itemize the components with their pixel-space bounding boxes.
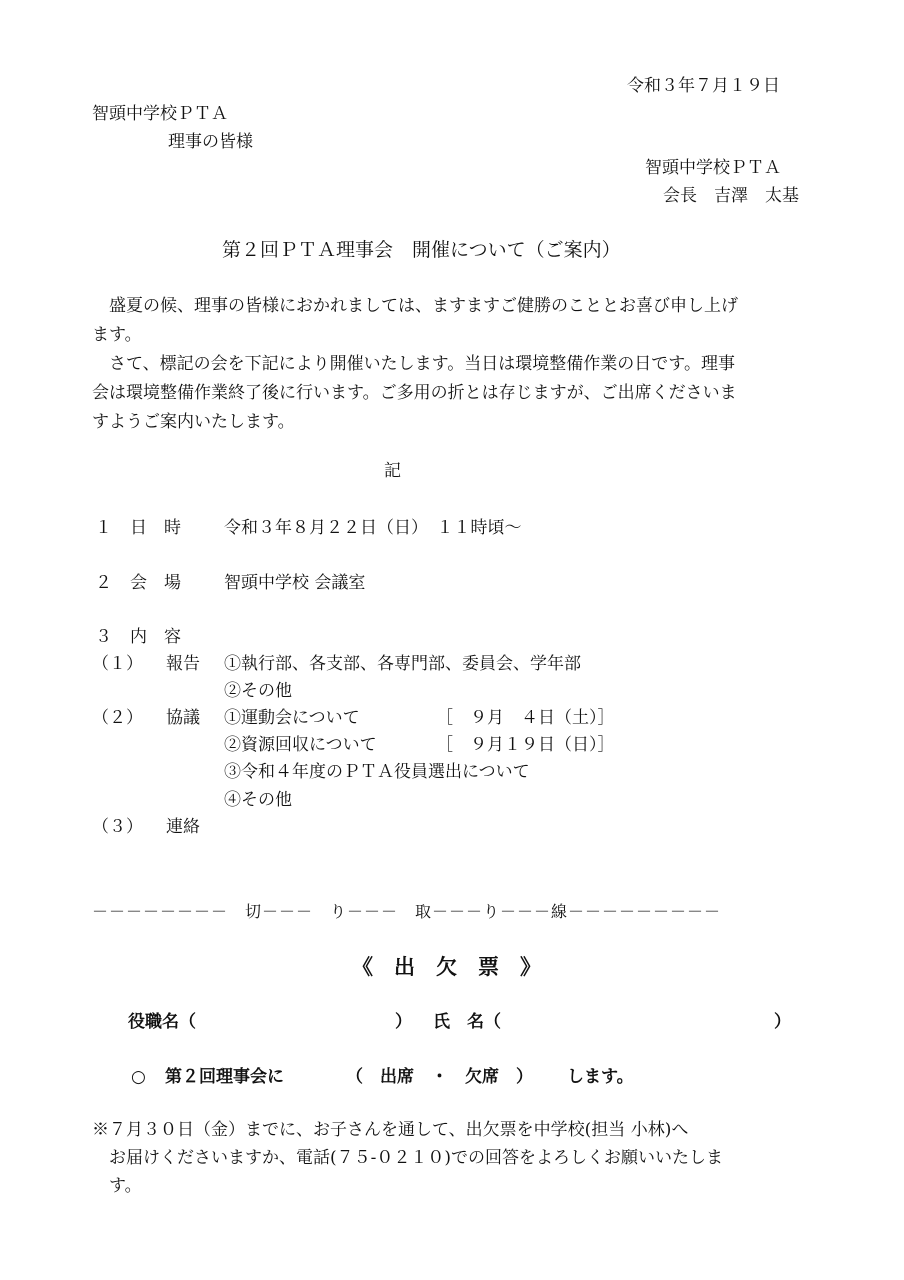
agenda-2-num: （２） [92, 708, 143, 728]
attend-text: 第２回理事会に [165, 1067, 284, 1087]
document-date: 令和３年７月１９日 [627, 76, 780, 96]
agenda-3-label: 連絡 [166, 817, 200, 837]
role-close: ） [395, 1012, 412, 1032]
attend-mark: ○ [131, 1067, 146, 1087]
sender-org: 智頭中学校ＰＴＡ [645, 158, 781, 178]
agenda-1-line-1: ①執行部、各支部、各専門部、委員会、学年部 [224, 654, 581, 674]
item-content-label: 内 容 [130, 627, 181, 647]
agenda-1-label: 報告 [166, 654, 200, 674]
note-line-2: お届けくださいますか、電話(７５-０２１０)での回答をよろしくお願いいたしま [109, 1148, 724, 1168]
item-date-label: 日 時 [130, 518, 181, 538]
ki-heading: 記 [384, 461, 401, 481]
agenda-2-line-2: ②資源回収について [224, 735, 377, 755]
item-date-value: 令和３年８月２２日（日） １１時頃～ [224, 518, 522, 538]
agenda-1-line-2: ②その他 [224, 681, 292, 701]
agenda-1-num: （１） [92, 654, 143, 674]
notice-line-2: 会は環境整備作業終了後に行います。ご多用の折とは存じますが、ご出席くださいま [92, 383, 737, 403]
greeting-line-2: ます。 [92, 325, 142, 345]
cut-line: －－－－－－－－ 切－－－ り－－－ 取－－－り－－－線－－－－－－－－－ [92, 902, 722, 921]
notice-line-1: さて、標記の会を下記により開催いたします。当日は環境整備作業の日です。理事 [109, 354, 735, 374]
attend-suffix: します。 [567, 1067, 634, 1087]
item-content-num: ３ [95, 627, 112, 647]
greeting-paragraph [92, 292, 814, 437]
name-close: ） [774, 1012, 791, 1032]
agenda-2-line-2-date: ［ ９月１９日（日）］ [436, 735, 615, 755]
attend-choice[interactable]: （ 出席 ・ 欠席 ） [346, 1067, 533, 1087]
form-heading: 《 出 欠 票 》 [352, 955, 541, 979]
agenda-2-line-1: ①運動会について [224, 708, 360, 728]
item-venue-num: ２ [95, 573, 112, 593]
agenda-2-line-3: ③令和４年度のＰＴＡ役員選出について [224, 762, 530, 782]
greeting-line-1: 盛夏の候、理事の皆様におかれましては、ますますご健勝のこととお喜び申し上げ [109, 296, 738, 316]
role-label: 役職名（ [128, 1012, 196, 1032]
item-date-num: １ [95, 518, 112, 538]
note-line-3: す。 [109, 1176, 142, 1196]
name-label: 氏 名（ [433, 1012, 501, 1032]
sender-title-name: 会長 吉澤 太基 [663, 186, 799, 206]
agenda-2-label: 協議 [166, 708, 200, 728]
item-venue-label: 会 場 [130, 573, 181, 593]
agenda-3-num: （３） [92, 817, 143, 837]
item-venue-value: 智頭中学校 会議室 [224, 573, 366, 593]
recipient-name: 理事の皆様 [168, 132, 253, 152]
agenda-2-line-1-date: ［ ９月 ４日（土）］ [436, 708, 615, 728]
notice-line-3: すようご案内いたします。 [92, 412, 295, 432]
document-title: 第２回ＰＴＡ理事会 開催について（ご案内） [222, 239, 621, 261]
agenda-2-line-4: ④その他 [224, 790, 292, 810]
recipient-org: 智頭中学校ＰＴＡ [92, 104, 228, 124]
note-line-1: ※７月３０日（金）までに、お子さんを通して、出欠票を中学校(担当 小林)へ [92, 1120, 689, 1140]
